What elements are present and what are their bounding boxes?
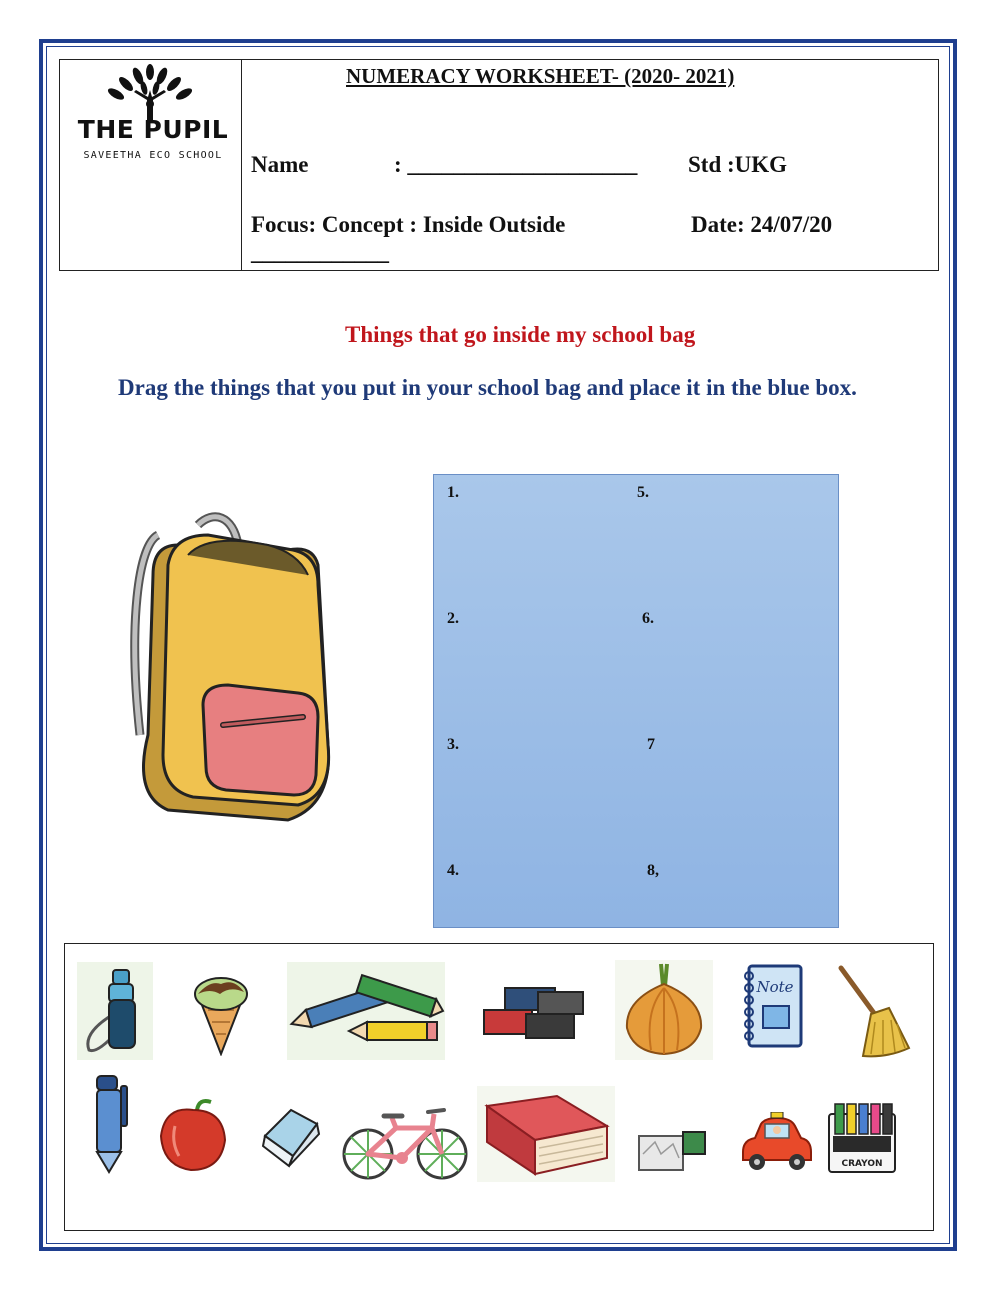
slot-label: 5. — [637, 484, 649, 501]
worksheet-header — [59, 59, 939, 271]
slot-label: 3. — [447, 736, 459, 753]
sharpener-icon[interactable] — [635, 1124, 709, 1176]
drop-box[interactable] — [433, 474, 839, 928]
notebook-icon[interactable] — [741, 962, 805, 1050]
slot-label: 6. — [642, 610, 654, 627]
logo-brand-text: THE PUPIL — [77, 115, 229, 144]
water-bottle-icon[interactable] — [77, 962, 153, 1060]
activity-instruction: Drag the things that you put in your school bag and place it in the blue box. — [118, 375, 857, 400]
eraser-icon[interactable] — [259, 1100, 323, 1170]
name-field[interactable]: : ____________________ — [394, 152, 638, 177]
pen-icon[interactable] — [89, 1072, 135, 1176]
items-tray — [64, 943, 934, 1231]
toy-car-icon[interactable] — [737, 1112, 815, 1176]
logo-subtitle: SAVEETHA ECO SCHOOL — [83, 150, 223, 161]
book-icon[interactable] — [477, 1086, 615, 1182]
tree-logo-icon — [100, 64, 200, 122]
colour-pencils-icon[interactable] — [287, 962, 445, 1060]
name-label: Name — [251, 152, 309, 177]
activity-subheading: Things that go inside my school bag — [345, 322, 696, 347]
crayons-icon[interactable] — [825, 1100, 899, 1176]
broom-icon[interactable] — [835, 962, 911, 1060]
slot-label: 1. — [447, 484, 459, 501]
std-label: Std :UKG — [688, 152, 788, 177]
onion-icon[interactable] — [615, 960, 713, 1060]
erasers-icon[interactable] — [480, 982, 588, 1044]
capsicum-icon[interactable] — [155, 1096, 231, 1176]
ice-cream-icon[interactable] — [190, 970, 252, 1056]
date-label: Date: 24/07/20 — [691, 212, 833, 237]
bicycle-icon[interactable] — [340, 1104, 470, 1182]
focus-label: Focus: Concept : Inside Outside — [251, 212, 566, 237]
school-bag-image — [118, 505, 348, 830]
crayon-box-label: CRAYON — [841, 1159, 883, 1169]
slot-label: 4. — [447, 862, 459, 879]
slot-label: 8, — [647, 862, 659, 879]
slot-label: 2. — [447, 610, 459, 627]
slot-label: 7 — [647, 736, 655, 753]
school-logo — [60, 60, 242, 270]
worksheet-title: NUMERACY WORKSHEET- (2020- 2021) — [346, 64, 735, 88]
school-bag-icon — [118, 505, 348, 825]
notebook-label: Note — [756, 978, 794, 996]
blank-line: ____________ — [251, 240, 389, 265]
